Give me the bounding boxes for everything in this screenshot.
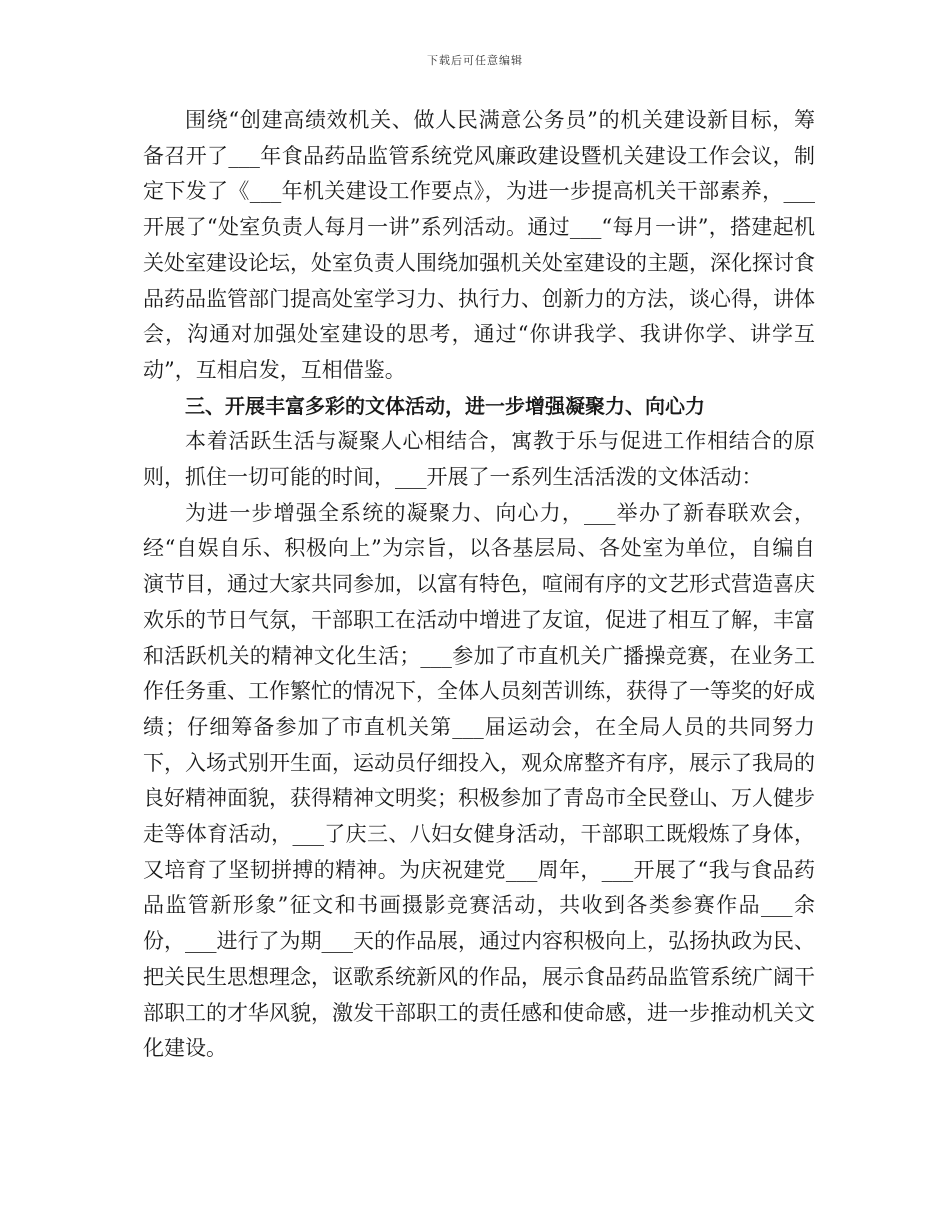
- paragraph-principle: 本着活跃生活与凝聚人心相结合，寓教于乐与促进工作相结合的原则，抓住一切可能的时间，___开展了一系列生活活泼的文体活动：: [143, 429, 815, 490]
- page-header: 下载后可任意编辑: [427, 54, 523, 67]
- document-body: [143, 103, 815, 1067]
- paragraph-organ-building: 围绕“创建高绩效机关、做人民满意公务员”的机关建设新目标，筹备召开了___年食品药品监管系统党风廉政建设暨机关建设工作会议，制定下发了《___年机关建设工作要点》，为进一步提高机关干部素养，___开展了“处室负责人每月一讲”系列活动。通过___“每月一讲”，搭建起机关处室建设论坛，处室负责人围绕加强机关处室建设的主题，深化探讨食品药品监管部门提高处室学习力、执行力、创新力的方法，谈心得，讲体会，沟通对加强处室建设的思考，通过“你讲我学、我讲你学、讲学互动”，互相启发，互相借鉴。: [143, 108, 815, 382]
- section-heading-cultural-activities: 三、开展丰富多彩的文体活动，进一步增强凝聚力、向心力: [185, 393, 705, 418]
- paragraph-activities-detail: 为进一步增强全系统的凝聚力、向心力，___举办了新春联欢会，经“自娱自乐、积极向上”为宗旨，以各基层局、各处室为单位，自编自演节目，通过大家共同参加，以富有特色，喧闹有序的文艺形式营造喜庆欢乐的节日气氛，干部职工在活动中增进了友谊，促进了相互了解，丰富和活跃机关的精神文化生活；___参加了市直机关广播操竞赛，在业务工作任务重、工作繁忙的情况下，全体人员刻苦训练，获得了一等奖的好成绩；仔细筹备参加了市直机关第___届运动会，在全局人员的共同努力下，入场式别开生面，运动员仔细投入，观众席整齐有序，展示了我局的良好精神面貌，获得精神文明奖；积极参加了青岛市全民登山、万人健步走等体育活动，___了庆三、八妇女健身活动，干部职工既煅炼了身体，又培育了坚韧拼搏的精神。为庆祝建党___周年，___开展了“我与食品药品监管新形象”征文和书画摄影竞赛活动，共收到各类参赛作品___余份，___进行了为期___天的作品展，通过内容积极向上，弘扬执政为民、把关民生思想理念，讴歌系统新风的作品，展示食品药品监管系统广阔干部职工的才华风貌，激发干部职工的责任感和使命感，进一步推动机关文化建设。: [143, 500, 815, 1061]
